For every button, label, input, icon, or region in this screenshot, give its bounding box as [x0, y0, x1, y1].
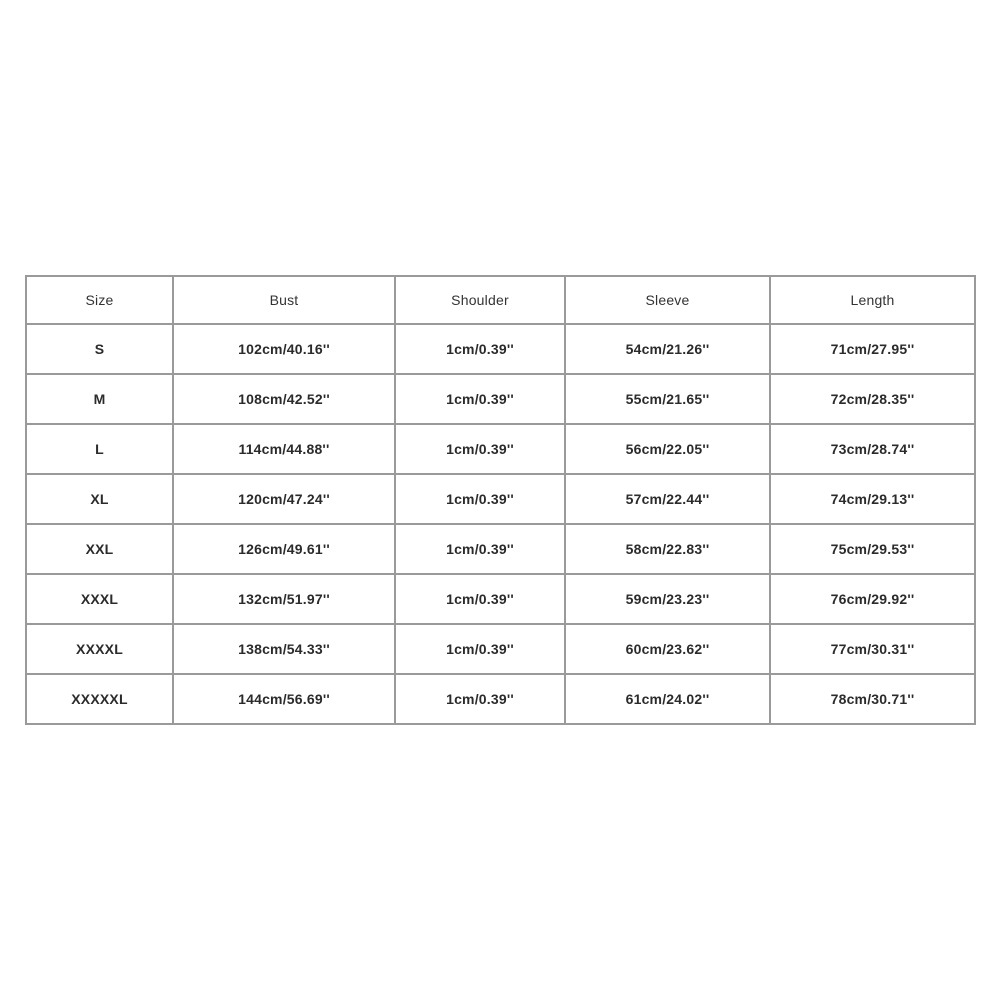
cell-shoulder: 1cm/0.39'' — [395, 424, 565, 474]
cell-length: 72cm/28.35'' — [770, 374, 975, 424]
table-row — [26, 474, 975, 524]
cell-bust: 120cm/47.24'' — [173, 474, 395, 524]
cell-length: 74cm/29.13'' — [770, 474, 975, 524]
table-row — [26, 424, 975, 474]
cell-shoulder: 1cm/0.39'' — [395, 374, 565, 424]
cell-sleeve: 58cm/22.83'' — [565, 524, 770, 574]
cell-shoulder: 1cm/0.39'' — [395, 524, 565, 574]
cell-length: 76cm/29.92'' — [770, 574, 975, 624]
table-row — [26, 674, 975, 724]
cell-sleeve: 56cm/22.05'' — [565, 424, 770, 474]
cell-length: 77cm/30.31'' — [770, 624, 975, 674]
table-row — [26, 324, 975, 374]
cell-bust: 108cm/42.52'' — [173, 374, 395, 424]
cell-bust: 114cm/44.88'' — [173, 424, 395, 474]
table-row — [26, 624, 975, 674]
cell-sleeve: 59cm/23.23'' — [565, 574, 770, 624]
cell-sleeve: 57cm/22.44'' — [565, 474, 770, 524]
cell-size: L — [26, 424, 173, 474]
cell-length: 71cm/27.95'' — [770, 324, 975, 374]
cell-size: XXXXXL — [26, 674, 173, 724]
cell-bust: 144cm/56.69'' — [173, 674, 395, 724]
cell-sleeve: 60cm/23.62'' — [565, 624, 770, 674]
cell-sleeve: 55cm/21.65'' — [565, 374, 770, 424]
header-size: Size — [26, 276, 173, 324]
header-sleeve: Sleeve — [565, 276, 770, 324]
cell-size: XXL — [26, 524, 173, 574]
header-shoulder: Shoulder — [395, 276, 565, 324]
table-row — [26, 374, 975, 424]
table-row — [26, 524, 975, 574]
header-bust: Bust — [173, 276, 395, 324]
cell-size: XL — [26, 474, 173, 524]
cell-bust: 102cm/40.16'' — [173, 324, 395, 374]
cell-shoulder: 1cm/0.39'' — [395, 624, 565, 674]
cell-length: 78cm/30.71'' — [770, 674, 975, 724]
header-length: Length — [770, 276, 975, 324]
cell-sleeve: 61cm/24.02'' — [565, 674, 770, 724]
cell-shoulder: 1cm/0.39'' — [395, 674, 565, 724]
cell-bust: 126cm/49.61'' — [173, 524, 395, 574]
cell-bust: 132cm/51.97'' — [173, 574, 395, 624]
size-chart-table — [25, 275, 976, 725]
table-header-row — [26, 276, 975, 324]
cell-size: S — [26, 324, 173, 374]
cell-sleeve: 54cm/21.26'' — [565, 324, 770, 374]
cell-shoulder: 1cm/0.39'' — [395, 574, 565, 624]
cell-size: XXXL — [26, 574, 173, 624]
cell-size: M — [26, 374, 173, 424]
cell-shoulder: 1cm/0.39'' — [395, 324, 565, 374]
cell-length: 73cm/28.74'' — [770, 424, 975, 474]
cell-bust: 138cm/54.33'' — [173, 624, 395, 674]
table-row — [26, 574, 975, 624]
cell-length: 75cm/29.53'' — [770, 524, 975, 574]
cell-size: XXXXL — [26, 624, 173, 674]
cell-shoulder: 1cm/0.39'' — [395, 474, 565, 524]
